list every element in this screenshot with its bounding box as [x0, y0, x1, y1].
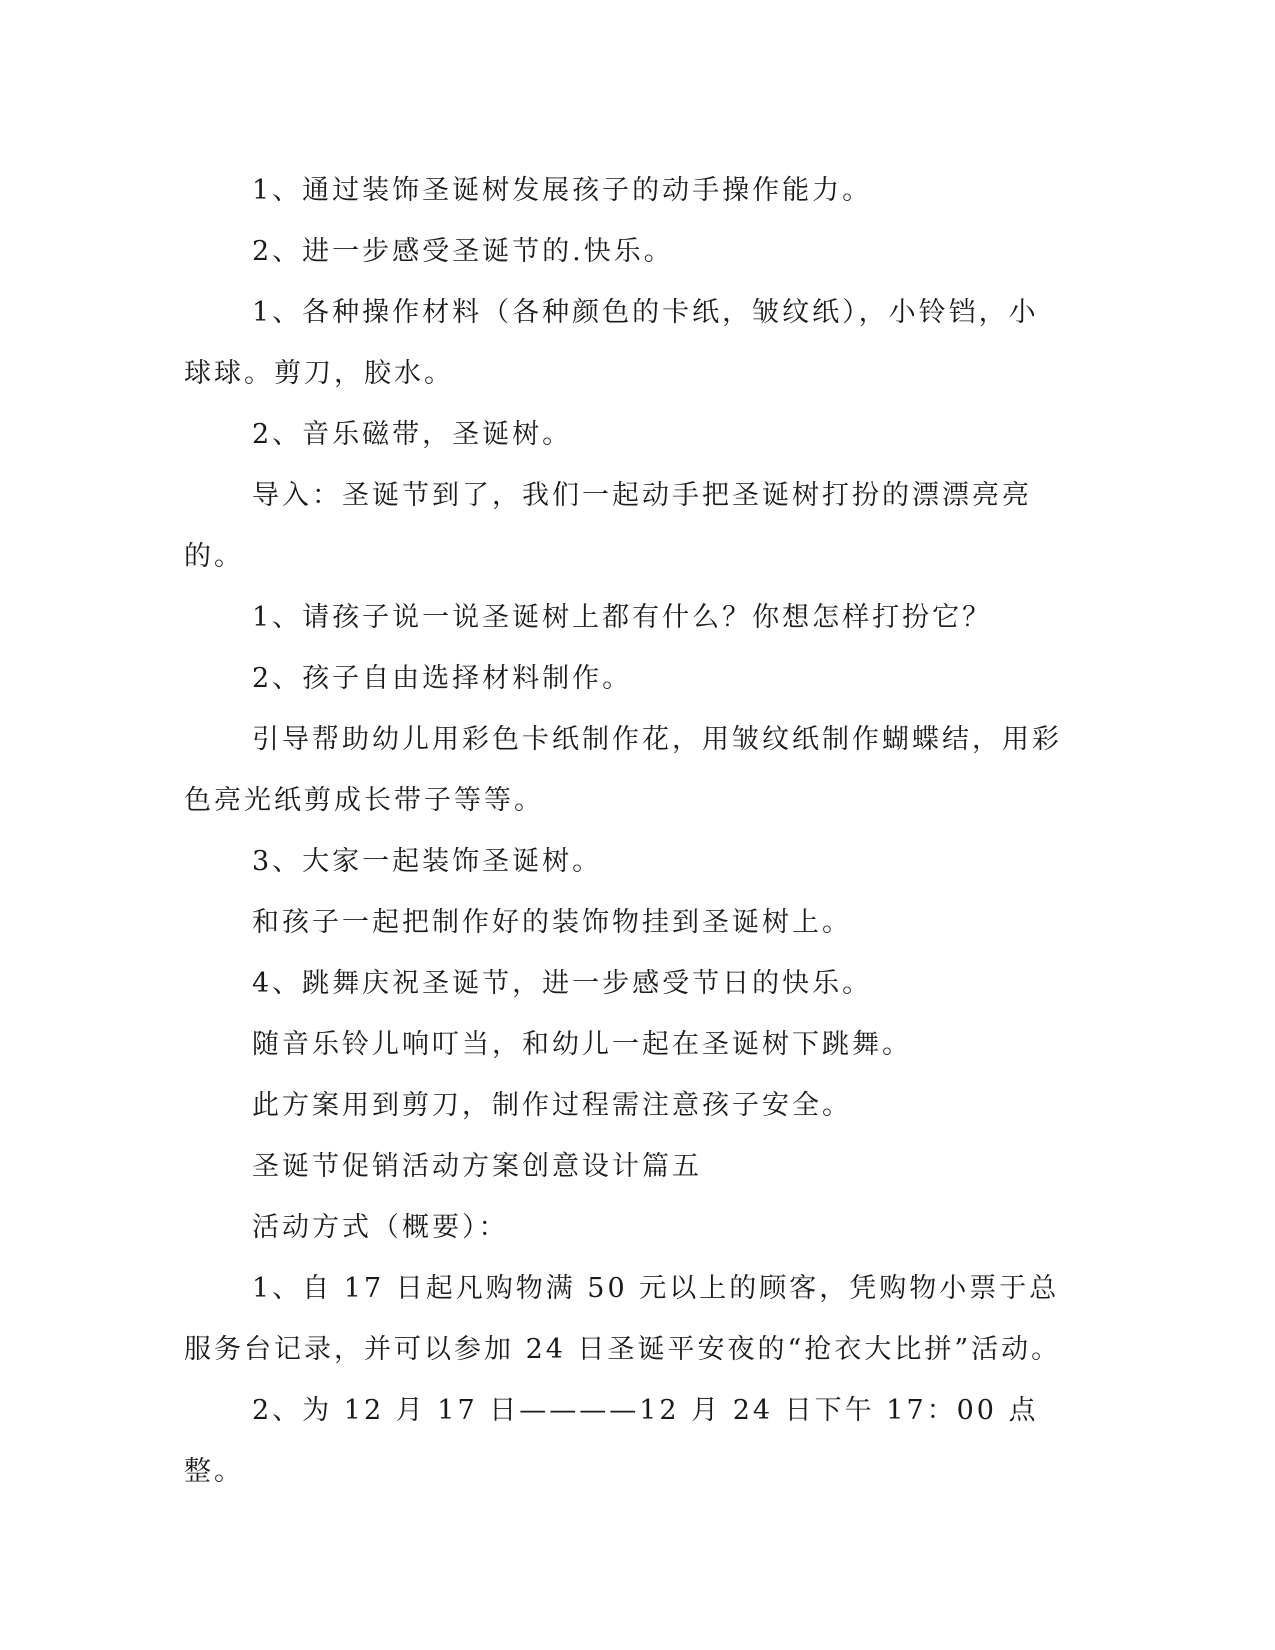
- paragraph-materials-2: 2、音乐磁带，圣诞树。: [252, 419, 573, 450]
- paragraph-materials-1: 1、各种操作材料（各种颜色的卡纸，皱纹纸），小铃铛，小球球。剪刀，胶水。: [184, 297, 1039, 389]
- section-heading: 圣诞节促销活动方案创意设计篇五: [252, 1151, 702, 1182]
- paragraph-step-2-detail: 引导帮助幼儿用彩色卡纸制作花，用皱纹纸制作蝴蝶结，用彩色亮光纸剪成长带子等等。: [184, 724, 1062, 816]
- document-body: [184, 160, 1064, 1502]
- paragraph-step-2: 2、孩子自由选择材料制作。: [252, 663, 633, 694]
- paragraph-step-4-detail: 随音乐铃儿响叮当，和幼儿一起在圣诞树下跳舞。: [252, 1029, 912, 1060]
- paragraph-goal-2: 2、进一步感受圣诞节的.快乐。: [252, 236, 674, 267]
- paragraph-safety-note: 此方案用到剪刀，制作过程需注意孩子安全。: [252, 1090, 852, 1121]
- paragraph-activity-1: 1、自 17 日起凡购物满 50 元以上的顾客，凭购物小票于总服务台记录，并可以参加 24 日圣诞平安夜的“抢衣大比拼”活动。: [184, 1273, 1062, 1365]
- paragraph-step-4: 4、跳舞庆祝圣诞节，进一步感受节日的快乐。: [252, 968, 873, 999]
- paragraph-intro: 导入：圣诞节到了，我们一起动手把圣诞树打扮的漂漂亮亮的。: [184, 480, 1032, 572]
- paragraph-activity-overview: 活动方式（概要）：: [252, 1212, 509, 1243]
- paragraph-goal-1: 1、通过装饰圣诞树发展孩子的动手操作能力。: [252, 175, 873, 206]
- paragraph-activity-2: 2、为 12 月 17 日————12 月 24 日下午 17：00 点整。: [184, 1395, 1039, 1487]
- paragraph-step-3: 3、大家一起装饰圣诞树。: [252, 846, 603, 877]
- paragraph-step-3-detail: 和孩子一起把制作好的装饰物挂到圣诞树上。: [252, 907, 852, 938]
- paragraph-step-1: 1、请孩子说一说圣诞树上都有什么？你想怎样打扮它？: [252, 602, 993, 633]
